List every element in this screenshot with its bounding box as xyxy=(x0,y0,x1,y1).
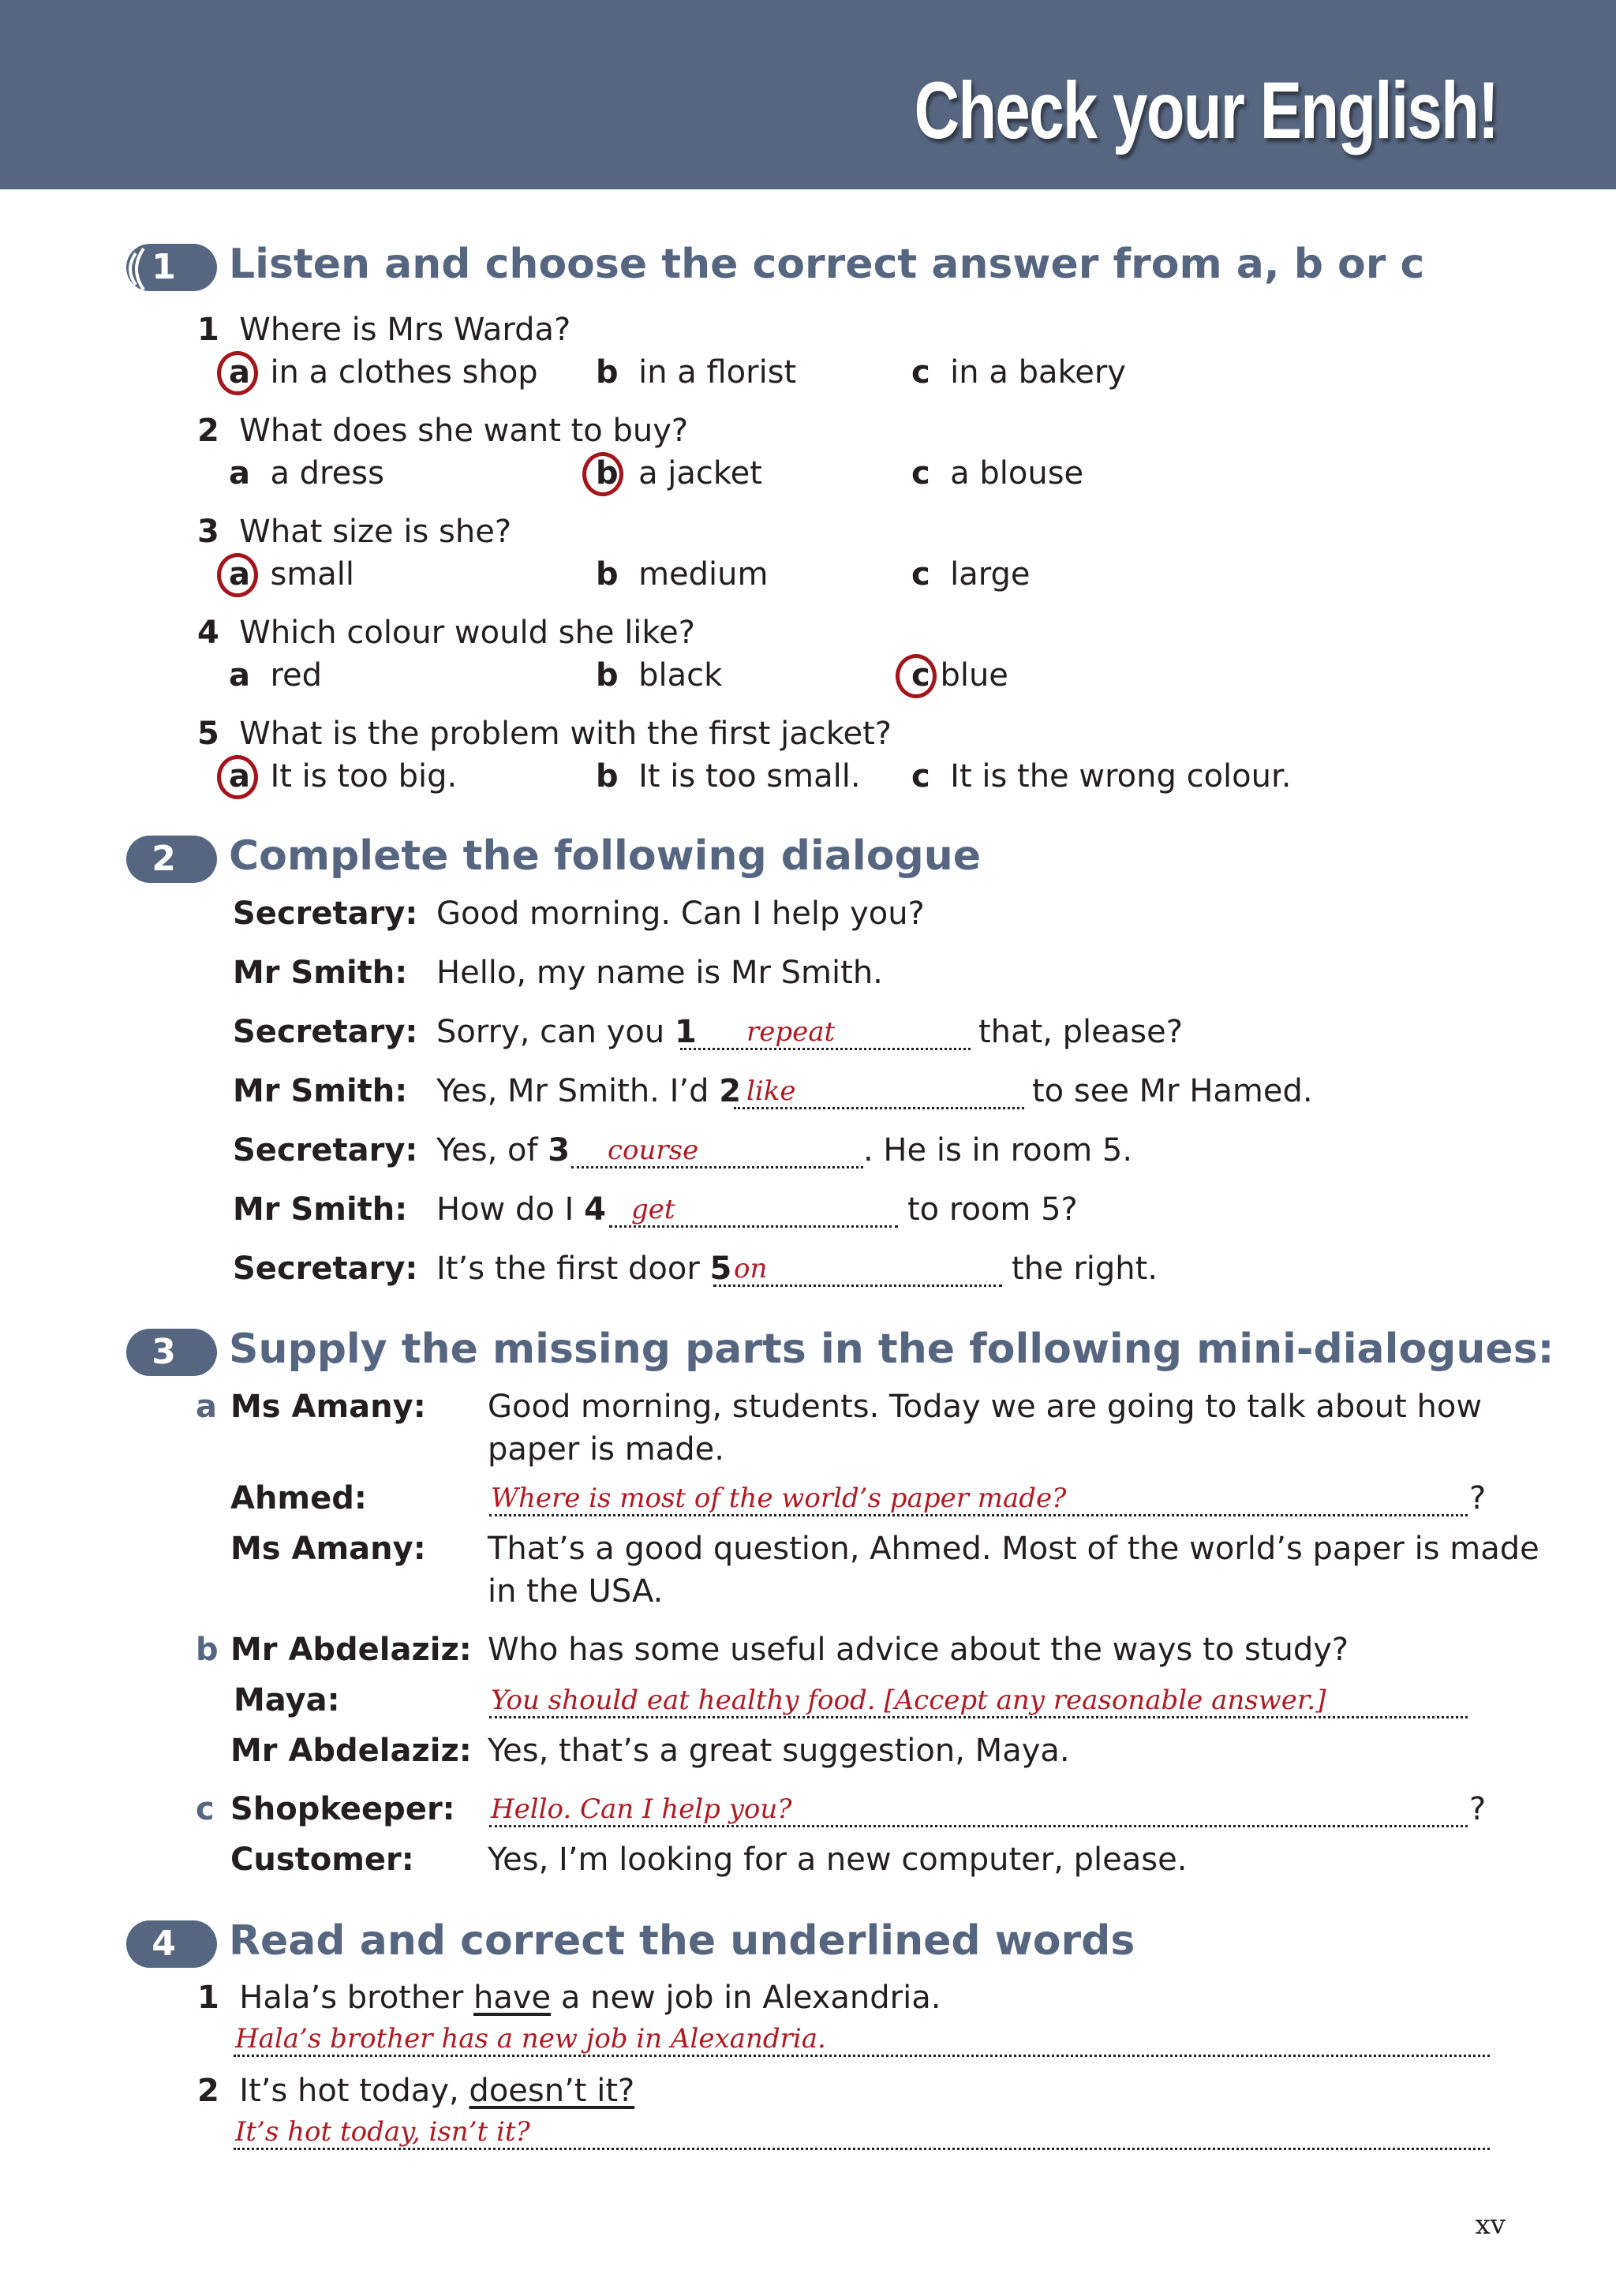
section-title: Complete the following dialogue xyxy=(229,832,981,880)
underlined-word: have xyxy=(473,1980,552,2016)
dialogue-text: Good morning, students. Today we are going to talk about how xyxy=(488,1389,1483,1425)
option-2b[interactable]: b a jacket xyxy=(596,455,762,492)
question-mark: ? xyxy=(1469,1480,1487,1516)
speaker-label: Mr Abdelaziz: xyxy=(230,1632,472,1668)
answer-text[interactable]: get xyxy=(631,1194,675,1225)
section-number-badge: 1 xyxy=(126,244,217,291)
question-number: 1 xyxy=(197,312,219,348)
dialogue-text: to see Mr Hamed. xyxy=(1032,1073,1313,1109)
speaker-label: Customer: xyxy=(230,1842,414,1878)
audio-icon xyxy=(122,245,153,293)
speaker-label: Mr Smith: xyxy=(233,955,408,991)
subpart-letter: a xyxy=(196,1389,217,1425)
speaker-label: Mr Smith: xyxy=(233,1191,408,1228)
dialogue-text: Yes, Mr Smith. I’d 2 xyxy=(436,1073,742,1109)
dialogue-text: Sorry, can you 1 xyxy=(436,1014,697,1050)
section-title: Read and correct the underlined words xyxy=(229,1917,1135,1965)
answer-text[interactable]: It’s hot today, isn’t it? xyxy=(235,2116,530,2148)
speaker-label: Secretary: xyxy=(233,1132,418,1169)
subpart-letter: b xyxy=(196,1632,219,1668)
option-4a[interactable]: a red xyxy=(229,657,323,694)
dialogue-text: the right. xyxy=(1012,1251,1158,1287)
question-4: 4 Which colour would she like? xyxy=(197,615,695,651)
answer-circle-mark xyxy=(217,755,258,799)
speaker-label: Secretary: xyxy=(233,896,418,932)
dialogue-text: Yes, that’s a great suggestion, Maya. xyxy=(488,1733,1070,1769)
option-5b[interactable]: b It is too small. xyxy=(596,758,861,795)
section-title: Listen and choose the correct answer from a, b or c xyxy=(229,241,1425,288)
speaker-label: Secretary: xyxy=(233,1014,418,1050)
answer-circle-mark xyxy=(217,351,258,395)
speaker-label: Ms Amany: xyxy=(230,1531,426,1567)
dialogue-text: that, please? xyxy=(978,1014,1183,1050)
answer-circle-mark xyxy=(217,553,258,597)
option-3a[interactable]: a small xyxy=(229,556,354,593)
answer-text[interactable]: like xyxy=(746,1075,796,1107)
question-3: 3 What size is she? xyxy=(197,514,512,550)
dialogue-text: Yes, I’m looking for a new computer, please. xyxy=(488,1842,1188,1878)
question-mark: ? xyxy=(1469,1791,1487,1827)
section-title: Supply the missing parts in the following mini-dialogues: xyxy=(229,1326,1554,1373)
correction-item-1: 1 Hala’s brother have a new job in Alexandria. xyxy=(197,1980,941,2016)
dialogue-text: paper is made. xyxy=(488,1431,724,1468)
answer-text[interactable]: Hello. Can I help you? xyxy=(491,1793,792,1825)
underlined-word: doesn’t it? xyxy=(469,2073,635,2109)
dialogue-text: Who has some useful advice about the ways to study? xyxy=(488,1632,1349,1668)
section-number-badge: 3 xyxy=(126,1329,217,1376)
option-4c[interactable]: c blue xyxy=(911,657,1008,694)
dialogue-text: Hello, my name is Mr Smith. xyxy=(436,955,883,991)
option-2c[interactable]: c a blouse xyxy=(911,455,1084,492)
dialogue-text: That’s a good question, Ahmed. Most of the world’s paper is made xyxy=(488,1531,1539,1567)
question-2: 2 What does she want to buy? xyxy=(197,413,689,449)
option-1c[interactable]: c in a bakery xyxy=(911,354,1126,391)
option-1b[interactable]: b in a florist xyxy=(596,354,797,391)
page-title: Check your English! xyxy=(914,65,1498,155)
subpart-letter: c xyxy=(196,1791,215,1827)
speaker-label: Maya: xyxy=(234,1682,340,1718)
dialogue-text: Good morning. Can I help you? xyxy=(436,896,925,932)
option-4b[interactable]: b black xyxy=(596,657,723,694)
section-number-badge: 4 xyxy=(126,1920,217,1968)
option-3b[interactable]: b medium xyxy=(596,556,769,593)
answer-text[interactable]: course xyxy=(608,1135,699,1166)
dialogue-text: Yes, of 3 xyxy=(436,1132,570,1169)
page-header xyxy=(0,0,1616,189)
speaker-label: Mr Smith: xyxy=(233,1073,408,1109)
answer-text[interactable]: Where is most of the world’s paper made? xyxy=(491,1483,1067,1514)
answer-circle-mark xyxy=(896,654,937,698)
speaker-label: Secretary: xyxy=(233,1251,418,1287)
option-2a[interactable]: a a dress xyxy=(229,455,384,492)
dialogue-text: in the USA. xyxy=(488,1573,664,1610)
speaker-label: Shopkeeper: xyxy=(230,1791,455,1827)
question-text: Where is Mrs Warda? xyxy=(239,312,571,348)
section-number-badge: 2 xyxy=(126,836,217,883)
option-3c[interactable]: c large xyxy=(911,556,1031,593)
dialogue-text: . He is in room 5. xyxy=(863,1132,1133,1169)
answer-text[interactable]: on xyxy=(734,1253,768,1284)
option-1a[interactable]: a in a clothes shop xyxy=(229,354,538,391)
correction-item-2: 2 It’s hot today, doesn’t it? xyxy=(197,2073,635,2109)
speaker-label: Mr Abdelaziz: xyxy=(230,1733,472,1769)
option-5c[interactable]: c It is the wrong colour. xyxy=(911,758,1292,795)
dialogue-text: How do I 4 xyxy=(436,1191,606,1228)
speaker-label: Ms Amany: xyxy=(230,1389,426,1425)
speaker-label: Ahmed: xyxy=(230,1480,367,1516)
dialogue-text: to room 5? xyxy=(907,1191,1078,1228)
answer-text[interactable]: You should eat healthy food. [Accept any reasonable answer.] xyxy=(491,1685,1326,1716)
answer-text[interactable]: repeat xyxy=(746,1016,836,1048)
answer-circle-mark xyxy=(582,452,623,496)
question-5: 5 What is the problem with the first jacket? xyxy=(197,716,892,752)
question-1 xyxy=(197,309,570,350)
page-number: xv xyxy=(1475,2209,1506,2241)
answer-text[interactable]: Hala’s brother has a new job in Alexandria. xyxy=(235,2023,826,2055)
option-5a[interactable]: a It is too big. xyxy=(229,758,458,795)
dialogue-text: It’s the first door 5 xyxy=(436,1251,732,1287)
